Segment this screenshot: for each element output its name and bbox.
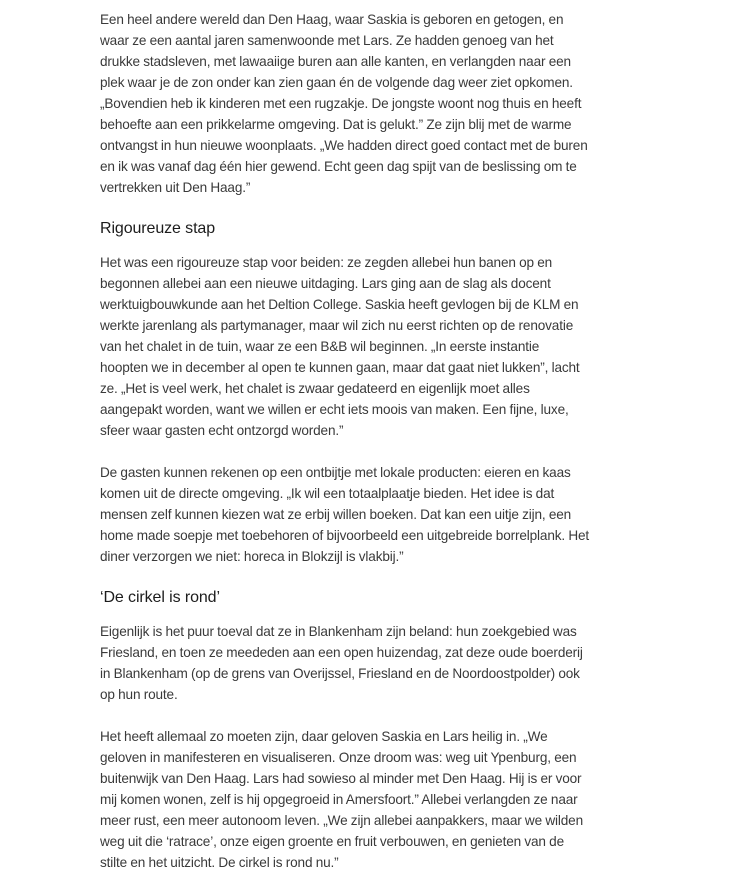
paragraph-rigoureuze-stap: Het was een rigoureuze stap voor beiden: ze zegden allebei hun banen op en begonnen allebei aan een nieuwe uitdaging. Lars ging aan de slag als docent werktuigbouwkunde aan het Deltion College. Saskia heeft gevlogen bij de KLM en werkte jarenlang als partymanager, maar wil zich nu eerst richten op de renovatie van het chalet in de tuin, waar ze een B&B wil beginnen. „In eerste instantie hoopten we in december al open te kunnen gaan, maar dat gaat niet lukken”, lacht ze. „Het is veel werk, het chalet is zwaar gedateerd en eigenlijk moet alles aangepakt worden, want we willen er echt iets moois van maken. Een fijne, luxe, sfeer waar gasten echt ontzorgd worden.” [100, 255, 580, 438]
article-body [100, 9, 590, 873]
heading-rigoureuze-stap: Rigoureuze stap [100, 220, 216, 237]
paragraph-manifesteren: Het heeft allemaal zo moeten zijn, daar geloven Saskia en Lars heilig in. „We geloven in manifesteren en visualiseren. Onze droom was: weg uit Ypenburg, een buitenwijk van Den Haag. Lars had sowieso al minder met Den Haag. Hij is er voor mij komen wonen, zelf is hij opgegroeid in Amersfoort.” Allebei verlangden ze naar meer rust, een meer autonoom leven. „We zijn allebei aanpakkers, maar we wilden weg uit die ‘ratrace’, onze eigen groente en fruit verbouwen, en genieten van de stilte en het uitzicht. De cirkel is rond nu.” [100, 729, 583, 870]
paragraph-blankenham: Eigenlijk is het puur toeval dat ze in Blankenham zijn beland: hun zoekgebied was Friesland, en toen ze meededen aan een open huizendag, zat deze oude boerderij in Blankenham (op de grens van Overijssel, Friesland en de Noordoostpolder) ook op hun route. [100, 624, 583, 702]
paragraph-gasten: De gasten kunnen rekenen op een ontbijtje met lokale producten: eieren en kaas komen uit de directe omgeving. „Ik wil een totaalplaatje bieden. Het idee is dat mensen zelf kunnen kiezen wat ze erbij willen boeken. Dat kan een uitje zijn, een home made soepje met toebehoren of bijvoorbeeld een uitgebreide borrelplank. Het diner verzorgen we niet: horeca in Blokzijl is vlakbij.” [100, 465, 590, 564]
heading-de-cirkel-is-rond: ‘De cirkel is rond’ [100, 589, 220, 606]
paragraph-intro: Een heel andere wereld dan Den Haag, waar Saskia is geboren en getogen, en waar ze een aantal jaren samenwoonde met Lars. Ze hadden genoeg van het drukke stadsleven, met lawaaiige buren aan alle kanten, en verlangden naar een plek waar je de zon onder kan zien gaan én de volgende dag weer ziet opkomen. „Bovendien heb ik kinderen met een rugzakje. De jongste woont nog thuis en heeft behoefte aan een prikkelarme omgeving. Dat is gelukt.” Ze zijn blij met de warme ontvangst in hun nieuwe woonplaats. „We hadden direct goed contact met de buren en ik was vanaf dag één hier gewend. Echt geen dag spijt van de beslissing om te vertrekken uit Den Haag.” [100, 12, 588, 195]
